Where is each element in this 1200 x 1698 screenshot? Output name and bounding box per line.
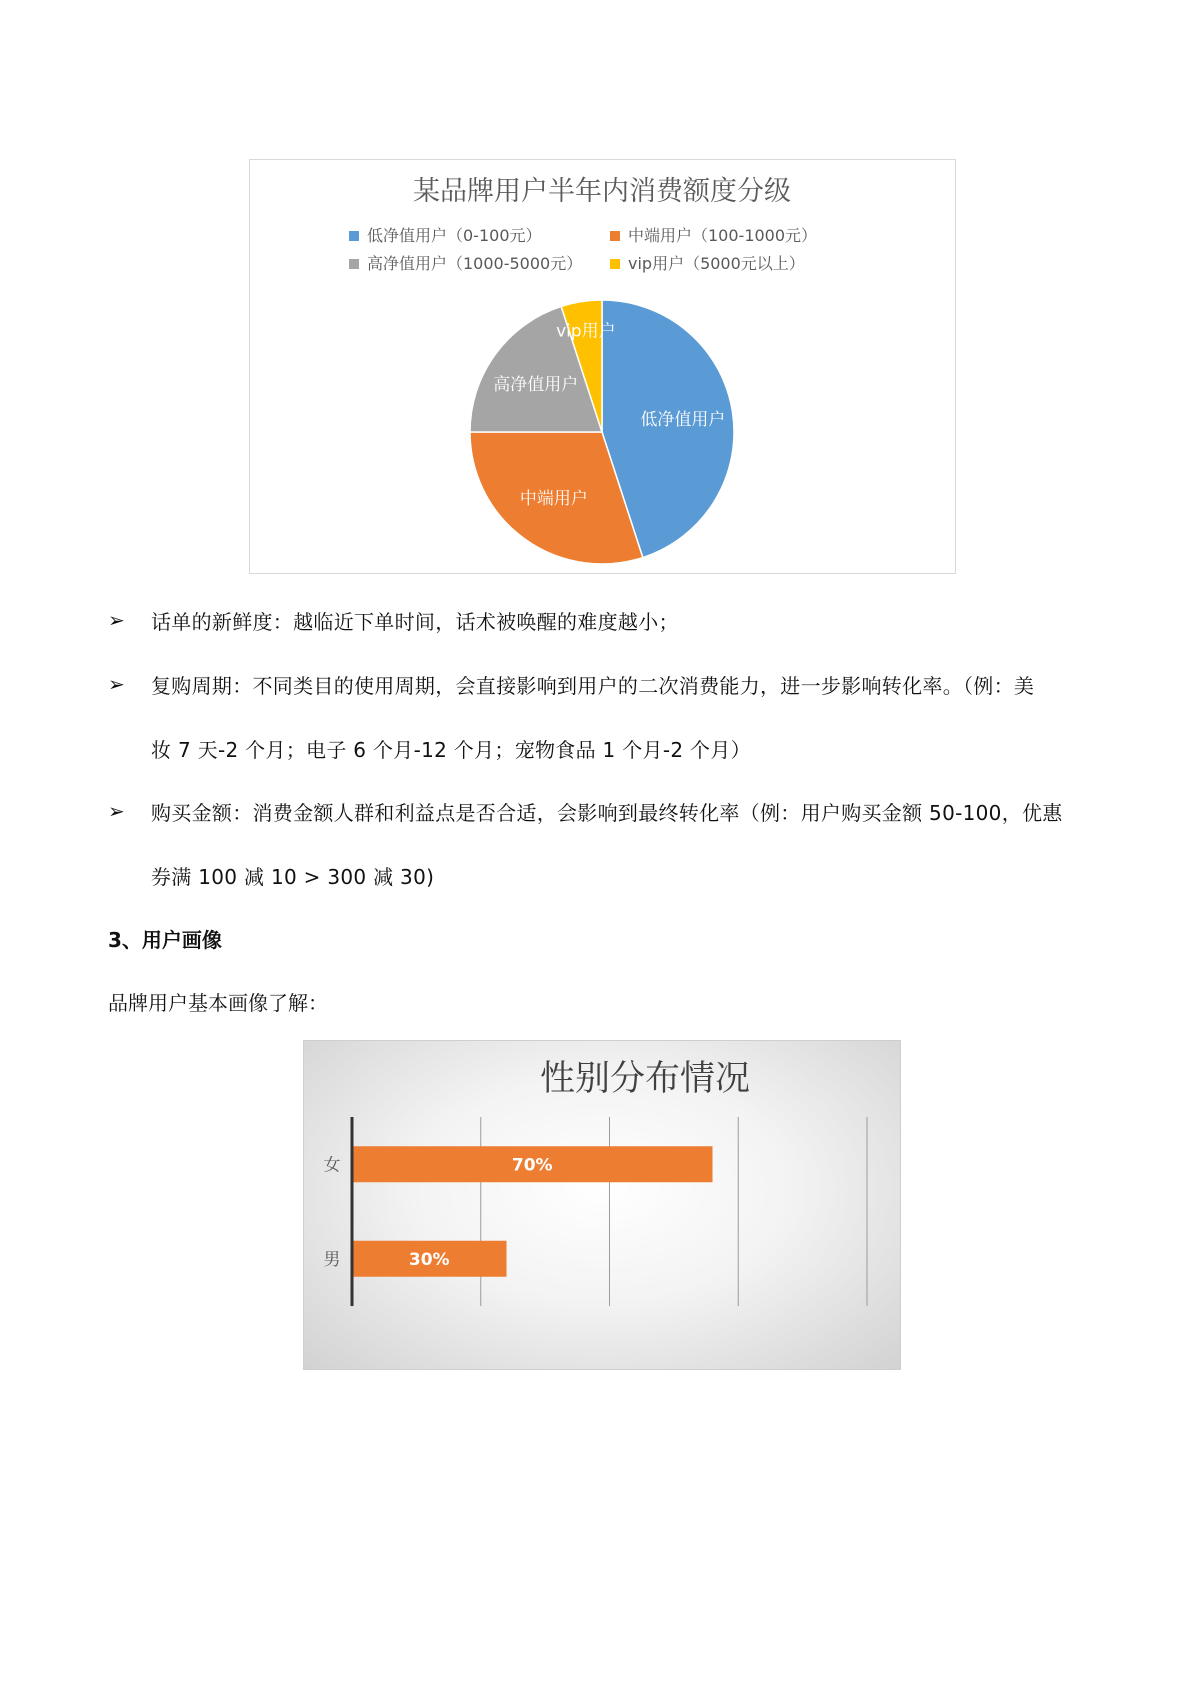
legend-entry: 中端用户（100-1000元） <box>628 226 818 245</box>
legend-entry: 高净值用户（1000-5000元） <box>367 254 583 273</box>
bullet-arrow-icon: ➢ <box>108 672 125 696</box>
pie-chart-canvas <box>250 160 955 573</box>
pie-slice-label: vip用户 <box>556 321 616 342</box>
intro-text: 品牌用户基本画像了解： <box>108 991 328 1015</box>
legend-entry: vip用户（5000元以上） <box>628 254 805 273</box>
bar-value-label: 30% <box>408 1249 450 1270</box>
pie-slice-label: 低净值用户 <box>640 410 726 431</box>
pie-chart-title: 某品牌用户半年内消费额度分级 <box>413 176 791 207</box>
bullet-arrow-icon: ➢ <box>108 608 125 632</box>
pie-slice-label: 高净值用户 <box>493 374 579 395</box>
section-heading: 3、用户画像 <box>108 928 222 952</box>
legend-entry: 低净值用户（0-100元） <box>367 226 542 245</box>
bullet-arrow-icon: ➢ <box>108 799 125 823</box>
bullet-text-repurchase: 复购周期：不同类目的使用周期，会直接影响到用户的二次消费能力，进一步影响转化率。（例：美 <box>151 674 1035 698</box>
category-tick-label: 男 <box>323 1249 341 1270</box>
legend-swatch <box>349 259 359 269</box>
gender-bar-chart <box>303 1040 901 1370</box>
consumption-pie-chart <box>249 159 956 574</box>
bar-chart-canvas <box>304 1041 900 1369</box>
pie-slice-label: 中端用户 <box>519 489 588 510</box>
bar-value-label: 70% <box>511 1155 553 1176</box>
legend-swatch <box>610 259 620 269</box>
bullet-text-freshness: 话单的新鲜度：越临近下单时间，话术被唤醒的难度越小； <box>151 610 679 634</box>
bar-chart-title: 性别分布情况 <box>539 1059 751 1099</box>
bullet-text-amount: 购买金额：消费金额人群和利益点是否合适，会影响到最终转化率（例：用户购买金额 50-100，优惠 <box>151 801 1063 825</box>
legend-swatch <box>610 231 620 241</box>
bullet-text-amount-cont: 券满 100 减 10 > 300 减 30) <box>151 865 435 889</box>
legend-swatch <box>349 231 359 241</box>
bullet-text-repurchase-cont: 妆 7 天-2 个月；电子 6 个月-12 个月；宠物食品 1 个月-2 个月） <box>151 738 751 762</box>
category-tick-label: 女 <box>323 1155 341 1176</box>
